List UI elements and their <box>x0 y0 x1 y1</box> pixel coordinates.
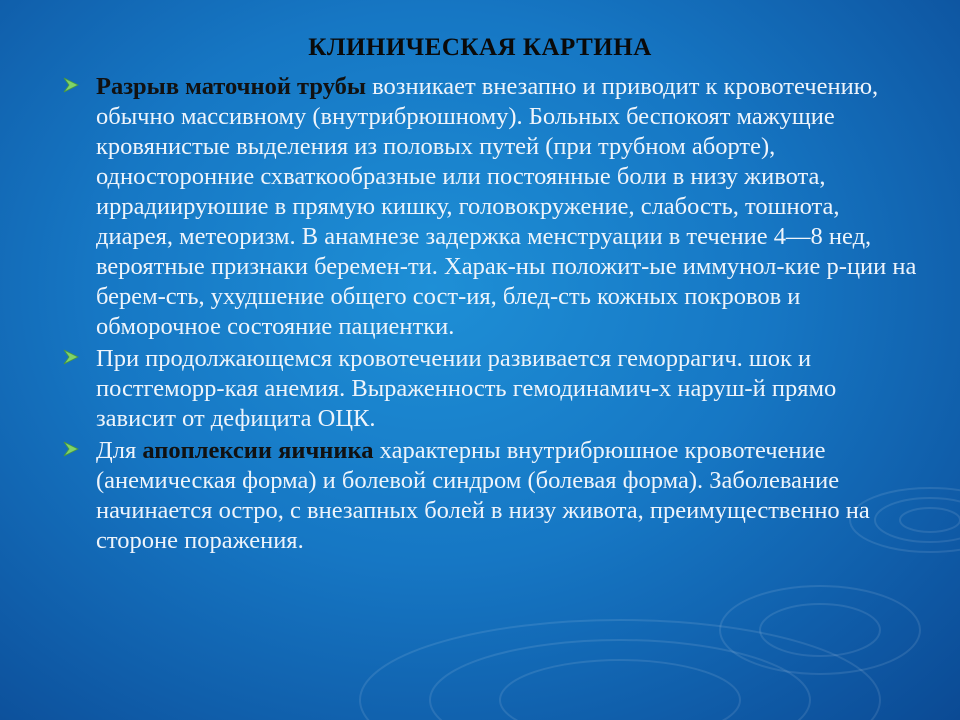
bullet-bold-phrase: апоплексии яичника <box>142 437 374 464</box>
slide-title: КЛИНИЧЕСКАЯ КАРТИНА <box>308 34 652 61</box>
bullet-text: возникает внезапно и приводит к кровотечению, обычно массивному (внутрибрюшному). Больных беспокоят мажущие кровянистые выделения из половых путей (при трубном аборте), односторонние схваткообразные или постоянные боли в низу живота, иррадиируюшие в прямую кишку, головокружение, слабость, тошнота, диарея, метеоризм. В анамнезе задержка менструации в течение 4—8 нед, вероятные признаки беремен-ти. Харак-ны положит-ые иммунол-кие р-ции на берем-сть, ухудшение общего сост-ия, блед-сть кожных покровов и обморочное состояние пациентки. <box>96 73 917 340</box>
bullet-text: При продолжающемся кровотечении развивается геморрагич. шок и постгеморр-кая анемия. Выраженность гемодинамич-х наруш-й прямо зависит от дефицита ОЦК. <box>96 345 837 432</box>
bullet-item-ongoing-bleeding <box>62 344 922 434</box>
arrowhead-bullet-icon <box>62 76 80 94</box>
bullet-item-ovarian-apoplexy <box>62 436 922 556</box>
bullet-item-tube-rupture <box>62 72 922 342</box>
bullet-bold-phrase: Разрыв маточной трубы <box>96 73 367 100</box>
arrowhead-bullet-icon <box>62 440 80 458</box>
arrowhead-bullet-icon <box>62 348 80 366</box>
bullet-text: характерны внутрибрюшное кровотечение (анемическая форма) и болевой синдром (болевая форма). Заболевание начинается остро, с внезапных болей в низу живота, преимущественно на стороне поражения. <box>96 437 870 554</box>
bullet-list <box>62 72 922 558</box>
bullet-prefix: Для <box>96 437 143 464</box>
